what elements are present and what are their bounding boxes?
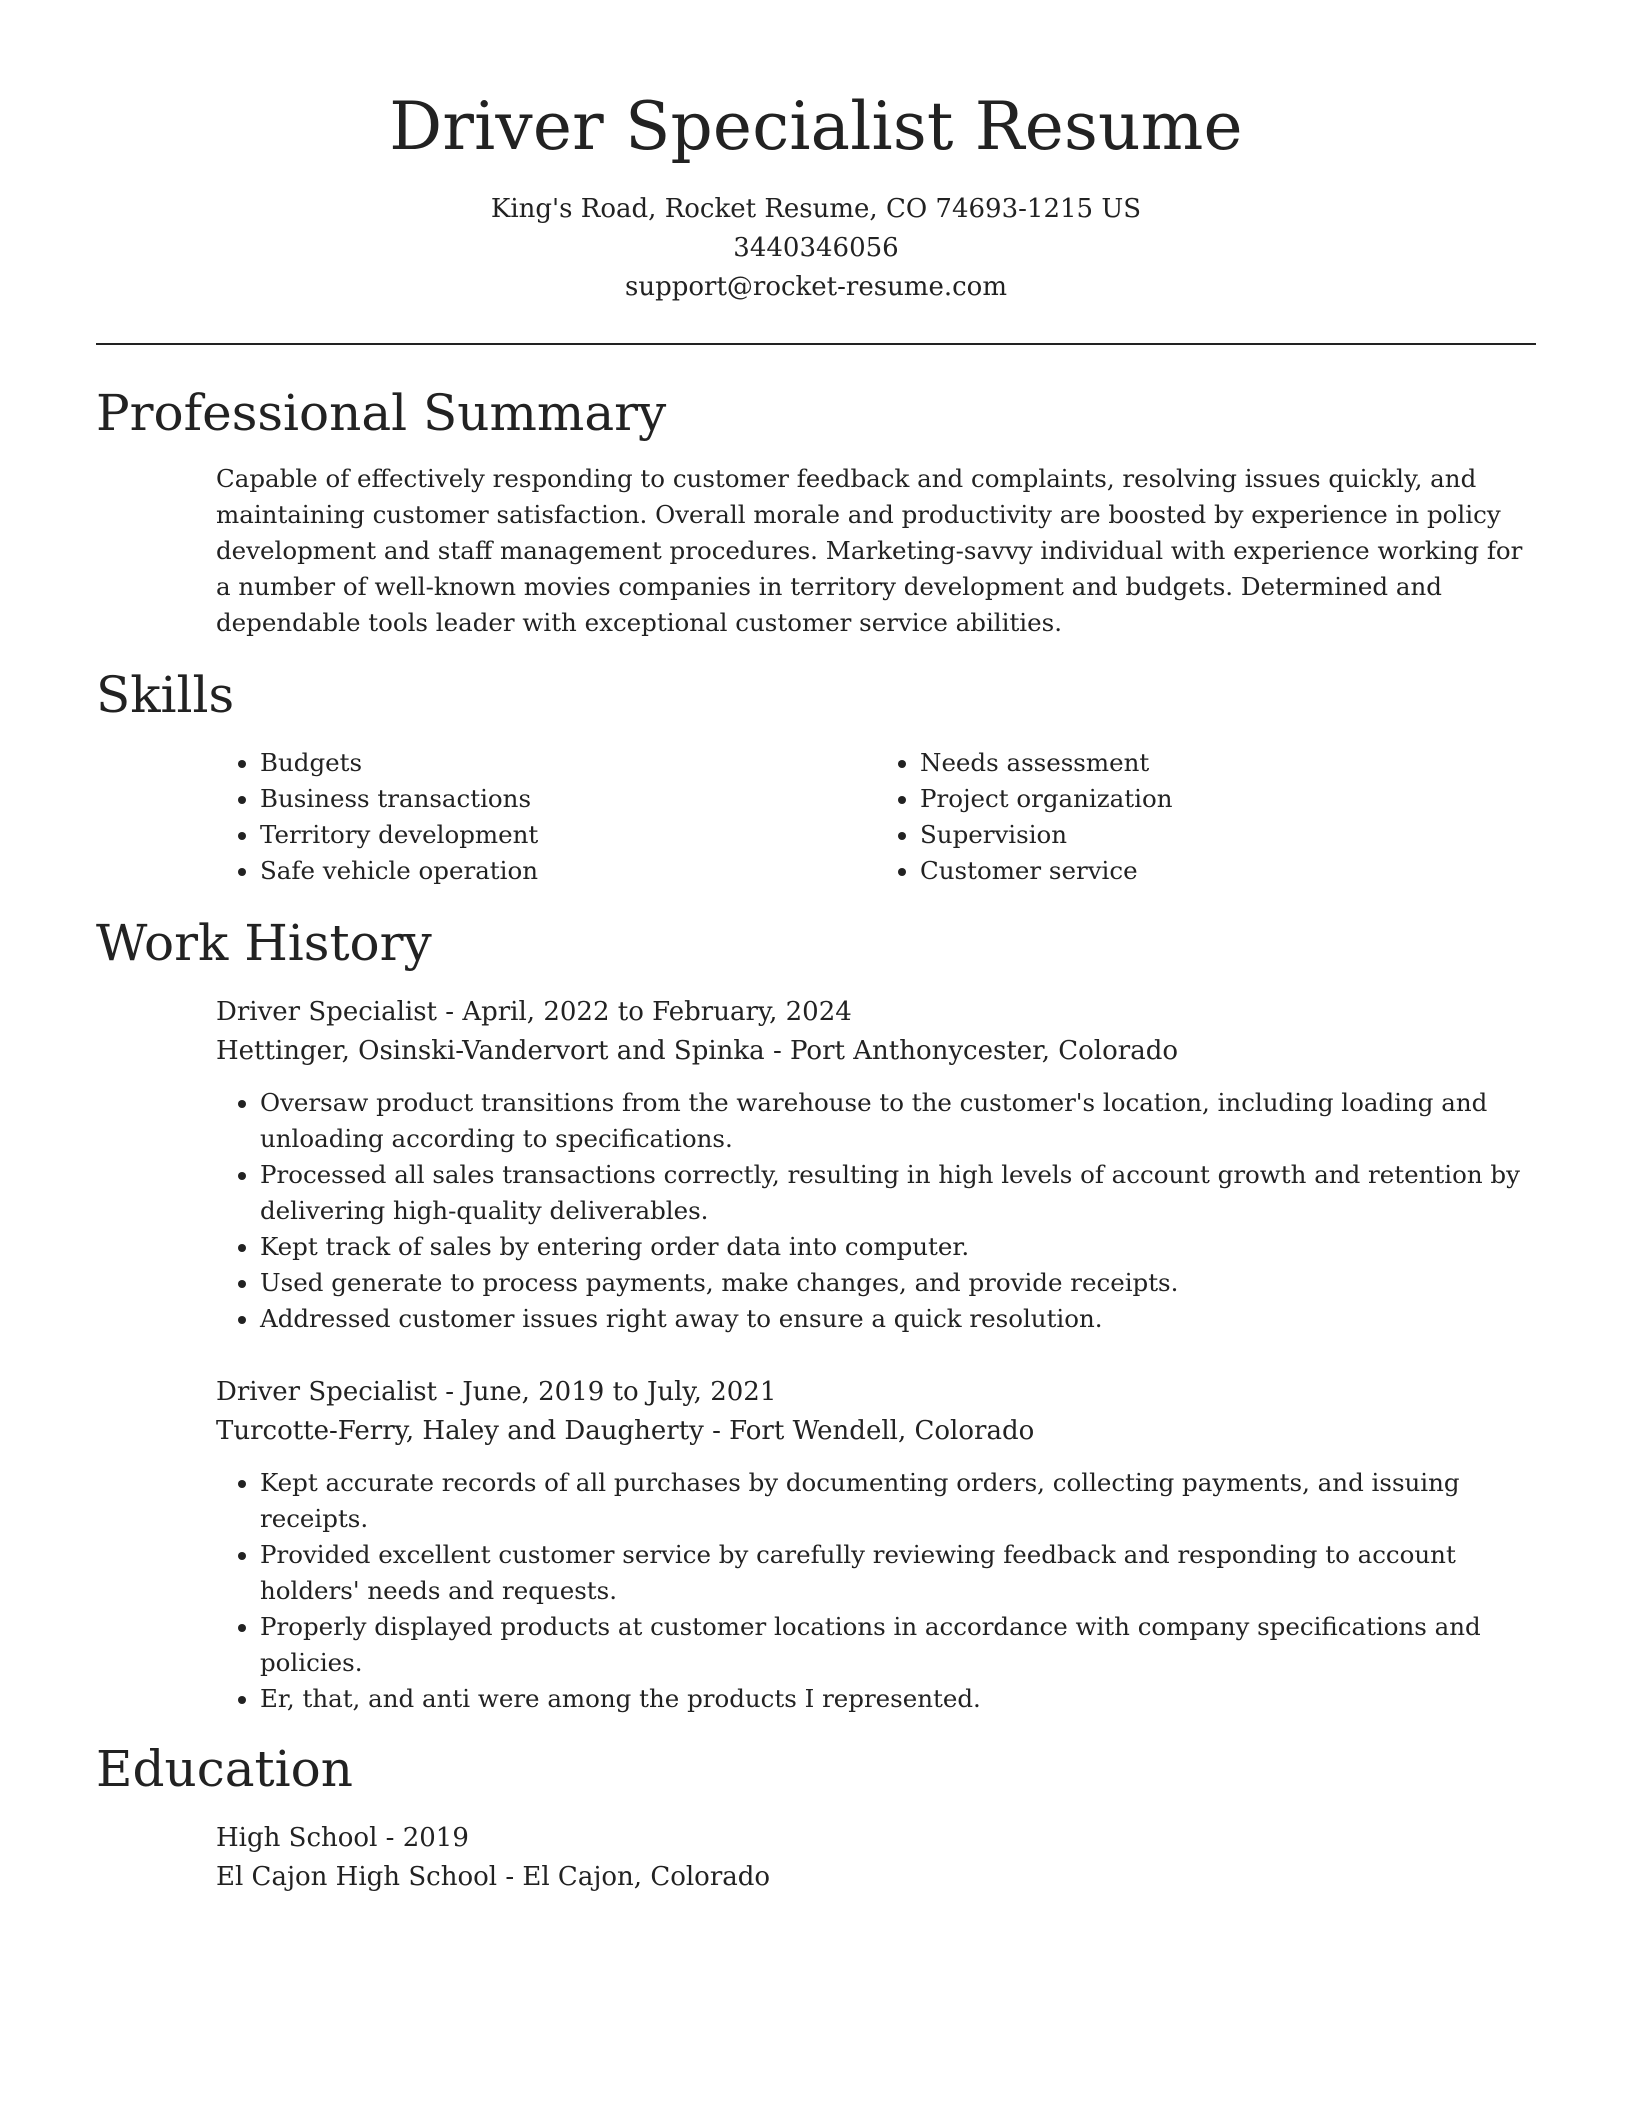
skill-item: • Territory development	[260, 817, 876, 853]
education-section	[96, 1739, 1536, 1897]
skill-item: • Needs assessment	[920, 745, 1536, 781]
job-bullet: • Used generate to process payments, make changes, and provide receipts.	[260, 1265, 1536, 1301]
job-company-location: Hettinger, Osinski-Vandervort and Spinka - Port Anthonycester, Colorado	[216, 1036, 1178, 1066]
job-company-location: Turcotte-Ferry, Haley and Daugherty - Fort Wendell, Colorado	[216, 1416, 1035, 1446]
education-entry	[216, 1819, 1536, 1897]
skill-item: • Customer service	[920, 853, 1536, 889]
job-entry	[216, 1373, 1536, 1717]
job-title-dates: Driver Specialist - April, 2022 to February, 2024	[216, 997, 852, 1027]
summary-heading: Professional Summary	[96, 384, 667, 442]
job-bullets	[216, 1465, 1536, 1717]
header-divider	[96, 343, 1536, 345]
skill-item: • Project organization	[920, 781, 1536, 817]
contact-address: King's Road, Rocket Resume, CO 74693-1215 US	[490, 194, 1142, 224]
job-bullet: • Oversaw product transitions from the warehouse to the customer's location, including loading and unloading according to specifications.	[260, 1085, 1536, 1157]
work-history-heading: Work History	[96, 914, 432, 972]
education-school-location: El Cajon High School - El Cajon, Colorado	[216, 1862, 771, 1892]
job-bullet: • Er, that, and anti were among the products I represented.	[260, 1681, 1536, 1717]
skill-item: • Supervision	[920, 817, 1536, 853]
contact-email: support@rocket-resume.com	[624, 272, 1007, 302]
resume-title: Driver Specialist Resume	[389, 88, 1243, 165]
work-history-section	[96, 913, 1536, 1717]
summary-section	[96, 383, 1536, 641]
skills-column-left	[216, 745, 876, 889]
skills-grid	[216, 745, 1536, 889]
resume-header	[96, 0, 1536, 307]
job-bullets	[216, 1085, 1536, 1337]
skills-column-right	[876, 745, 1536, 889]
summary-text: Capable of effectively responding to customer feedback and complaints, resolving issues quickly, and maintaining customer satisfaction. Overall morale and productivity are boosted by experience in policy development and staff management procedures. Marketing-savvy individual with experience working for a number of well-known movies companies in territory development and budgets. Determined and dependable tools leader with exceptional customer service abilities.	[216, 464, 1523, 637]
contact-block	[96, 190, 1536, 307]
education-heading: Education	[96, 1740, 353, 1798]
job-title-dates: Driver Specialist - June, 2019 to July, 2021	[216, 1377, 777, 1407]
job-bullet: • Properly displayed products at customer locations in accordance with company specifications and policies.	[260, 1609, 1536, 1681]
job-bullet: • Addressed customer issues right away to ensure a quick resolution.	[260, 1301, 1536, 1337]
job-bullet: • Provided excellent customer service by carefully reviewing feedback and responding to account holders' needs and requests.	[260, 1537, 1536, 1609]
skills-section	[96, 665, 1536, 889]
skill-item: • Budgets	[260, 745, 876, 781]
job-bullet: • Kept track of sales by entering order data into computer.	[260, 1229, 1536, 1265]
job-entry	[216, 993, 1536, 1337]
skill-item: • Safe vehicle operation	[260, 853, 876, 889]
job-bullet: • Kept accurate records of all purchases by documenting orders, collecting payments, and issuing receipts.	[260, 1465, 1536, 1537]
education-degree-year: High School - 2019	[216, 1823, 469, 1853]
job-bullet: • Processed all sales transactions correctly, resulting in high levels of account growth and retention by delivering high-quality deliverables.	[260, 1157, 1536, 1229]
skill-item: • Business transactions	[260, 781, 876, 817]
skills-heading: Skills	[96, 666, 235, 724]
contact-phone: 3440346056	[733, 233, 899, 263]
